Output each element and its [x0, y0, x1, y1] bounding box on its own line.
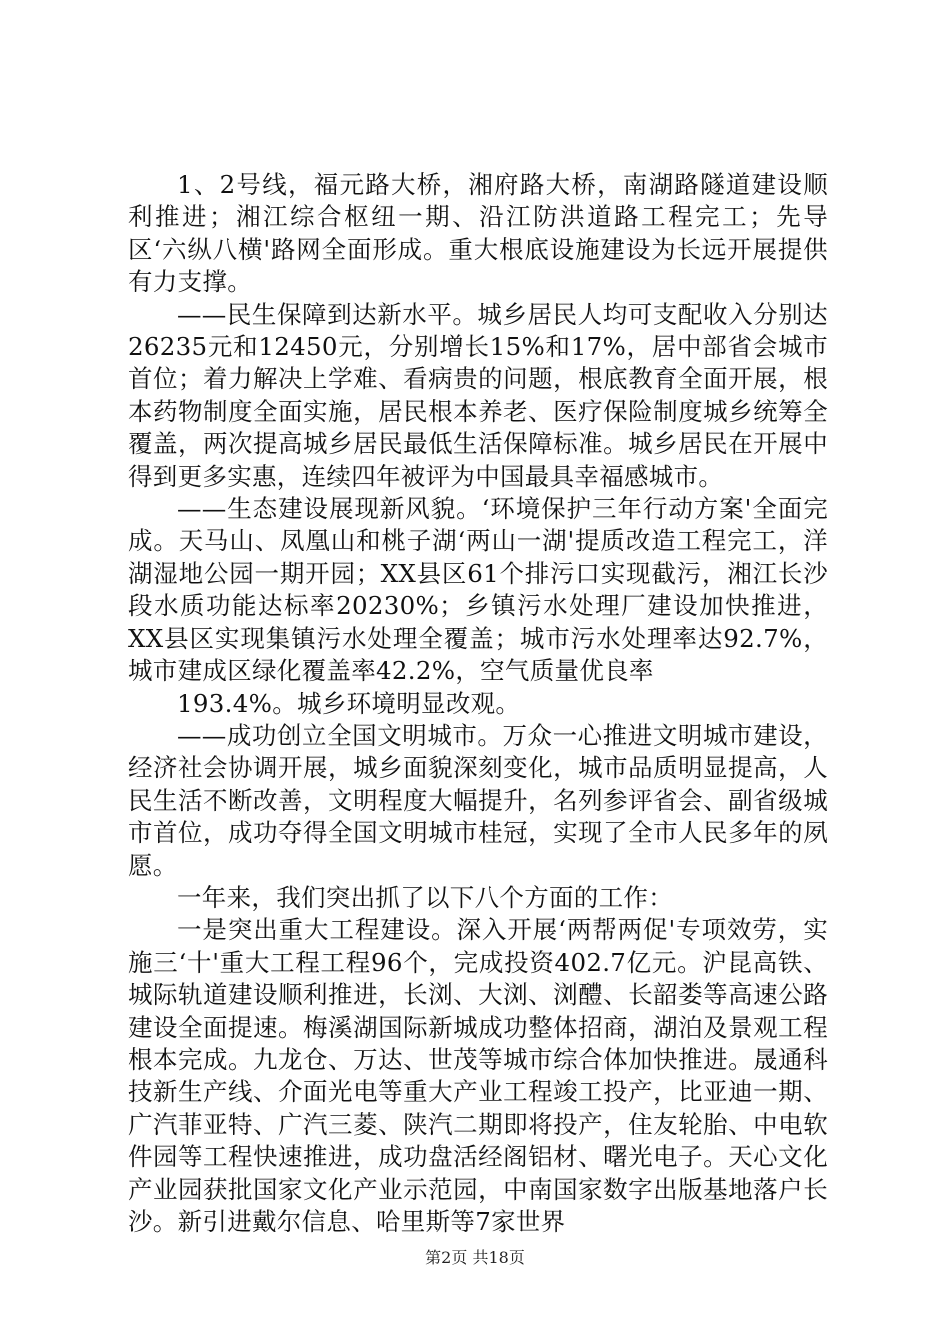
paragraph-civilized-city: ——成功创立全国文明城市。万众一心推进文明城市建设，经济社会协调开展，城乡面貌深刻变化，城市品质明显提高，人民生活不断改善，文明程度大幅提升，名列参评省会、副省级城市首位，成功夺得全国文明城市桂冠，实现了全市人民多年的夙愿。	[128, 720, 828, 880]
page-footer	[0, 1245, 950, 1268]
body-text	[128, 169, 828, 1238]
paragraph-infrastructure: 1、2号线，福元路大桥，湘府路大桥，南湖路隧道建设顺利推进；湘江综合枢纽一期、沿江防洪道路工程完工；先导区‘六纵八横'路网全面形成。重大根底设施建设为长远开展提供有力支撑。	[128, 170, 828, 297]
page-number: 第2页	[425, 1248, 468, 1267]
paragraph-ecology: ——生态建设展现新风貌。‘环境保护三年行动方案'全面完成。天马山、凤凰山和桃子湖‘两山一湖'提质改造工程完工，洋湖湿地公园一期开园；XX县区61个排污口实现截污，湘江长沙段水质功能达标率20230%；乡镇污水处理厂建设加快推进，XX县区实现集镇污水处理全覆盖；城市污水处理率达92.7%，城市建成区绿化覆盖率42.2%，空气质量优良率	[128, 494, 828, 686]
paragraph-livelihood: ——民生保障到达新水平。城乡居民人均可支配收入分别达26235元和12450元，分别增长15%和17%，居中部省会城市首位；着力解决上学难、看病贵的问题，根底教育全面开展，根本药物制度全面实施，居民根本养老、医疗保险制度城乡统筹全覆盖，两次提高城乡居民最低生活保障标准。城乡居民在开展中得到更多实惠，连续四年被评为中国最具幸福感城市。	[128, 299, 828, 491]
page-total: 共18页	[472, 1248, 525, 1267]
paragraph-ecology-continued: 193.4%。城乡环境明显改观。	[177, 688, 521, 718]
paragraph-major-projects: 一是突出重大工程建设。深入开展‘两帮两促'专项效劳，实施三‘十'重大工程工程96个，完成投资402.7亿元。沪昆高铁、城际轨道建设顺利推进，长浏、大浏、浏醴、长韶娄等高速公路建设全面提速。梅溪湖国际新城成功整体招商，湖泊及景观工程根本完成。九龙仓、万达、世茂等城市综合体加快推进。晟通科技新生产线、介面光电等重大产业工程竣工投产，比亚迪一期、广汽菲亚特、广汽三菱、陕汽二期即将投产，住友轮胎、中电软件园等工程快速推进，成功盘活经阁铝材、曙光电子。天心文化产业园获批国家文化产业示范园，中南国家数字出版基地落户长沙。新引进戴尔信息、哈里斯等7家世界	[128, 915, 828, 1236]
paragraph-eight-aspects: 一年来，我们突出抓了以下八个方面的工作：	[177, 882, 673, 912]
